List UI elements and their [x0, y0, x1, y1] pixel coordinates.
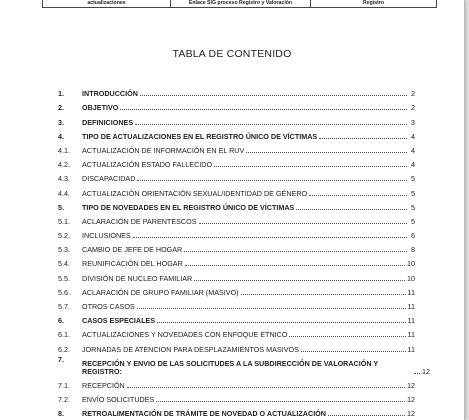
toc-entry-8[interactable] [58, 404, 415, 418]
toc-label: DEFINICIONES [82, 117, 134, 127]
document-header-table [42, 0, 437, 8]
toc-label: ACTUALIZACIÓN ESTADO FALLECIDO [82, 160, 213, 170]
toc-leader [157, 322, 405, 323]
toc-number: 7.1. [58, 380, 70, 390]
header-cell-type: actualizaciones [43, 0, 171, 7]
toc-leader [185, 265, 405, 266]
toc-page: 12 [407, 394, 415, 404]
toc-label: ACLARACIÓN DE GRUPO FAMILIAR (MASIVO) [82, 287, 239, 297]
toc-number: 3. [58, 117, 64, 127]
toc-number: 1. [58, 89, 64, 99]
toc-entry-5-4[interactable] [58, 254, 415, 268]
toc-leader [241, 294, 406, 295]
toc-leader [133, 237, 407, 238]
toc-entry-4[interactable] [58, 127, 415, 141]
toc-number: 4.4. [58, 188, 70, 198]
toc-leader [135, 124, 407, 125]
toc-number: 7. [58, 354, 64, 364]
toc-number: 5.3. [58, 245, 70, 255]
toc-entry-5-5[interactable] [58, 268, 415, 282]
toc-entry-5-3[interactable] [58, 240, 415, 254]
toc-page: 5 [411, 188, 415, 198]
toc-number: 7.2. [58, 394, 70, 404]
toc-page: 5 [411, 216, 415, 226]
toc-number: 4. [58, 131, 64, 141]
toc-entry-4-3[interactable] [58, 169, 415, 183]
toc-number: 5.1. [58, 216, 70, 226]
toc-page: 4 [411, 160, 415, 170]
toc-leader [309, 195, 407, 196]
toc-entry-2[interactable] [58, 98, 415, 112]
toc-label: CAMBIO DE JEFE DE HOGAR [82, 245, 183, 255]
toc-number: 5.6. [58, 287, 70, 297]
toc-page: 10 [407, 273, 415, 283]
toc-label: RECEPCIÓN [82, 380, 125, 390]
toc-page: 12 [422, 366, 430, 376]
toc-leader [319, 138, 407, 139]
toc-entry-7-2[interactable] [58, 390, 415, 404]
toc-label: DISCAPACIDAD [82, 174, 136, 184]
toc-leader [289, 336, 405, 337]
toc-leader [156, 401, 405, 402]
toc-label: ACTUALIZACIONES Y NOVEDADES CON ENFOQUE ETNICO [82, 330, 288, 340]
toc-label: ACTUALIZACIÓN ORIENTACIÓN SEXUAL/IDENTIDAD DE GÉNERO [82, 188, 308, 198]
toc-label: DIVISIÓN DE NUCLEO FAMILIAR [82, 273, 193, 283]
table-of-contents [58, 84, 430, 418]
toc-page: 12 [407, 380, 415, 390]
toc-entry-6[interactable] [58, 311, 415, 325]
toc-page: 4 [411, 131, 415, 141]
toc-label: OBJETIVO [82, 103, 119, 113]
toc-label: ENVÍO SOLICITUDES [82, 394, 155, 404]
toc-leader [137, 180, 407, 181]
toc-page: 2 [411, 103, 415, 113]
toc-number: 5.4. [58, 259, 70, 269]
toc-entry-4-1[interactable] [58, 141, 415, 155]
toc-page: 11 [407, 302, 415, 311]
toc-page: 5 [411, 174, 415, 184]
toc-label: RECEPCIÓN Y ENVIO DE LAS SOLICITUDES A LA SUBDIRECCIÓN DE VALORACIÓN Y REGISTRO: [82, 358, 379, 376]
header-cell-process: Registro [362, 0, 385, 6]
toc-label: JORNADAS DE ATENCION PARA DESPLAZAMIENTOS MASIVOS [82, 344, 299, 354]
toc-page: 11 [407, 316, 415, 326]
toc-number: 8. [58, 408, 64, 418]
toc-leader [414, 373, 420, 374]
toc-page: 12 [407, 408, 415, 418]
toc-entry-6-2[interactable] [58, 339, 415, 353]
toc-label: OTROS CASOS [82, 302, 135, 311]
toc-leader [140, 95, 407, 96]
toc-label: REUNIFICACIÓN DEL HOGAR [82, 259, 183, 269]
toc-label: INCLUSIONES [82, 231, 131, 241]
toc-page: 5 [411, 202, 415, 212]
toc-label: RETROALIMENTACIÓN DE TRÁMITE DE NOVEDAD O ACTUALIZACIÓN [82, 408, 326, 418]
toc-page: 2 [411, 89, 415, 99]
toc-entry-5-2[interactable] [58, 226, 415, 240]
toc-label: ACLARACIÓN DE PARENTESCOS [82, 216, 197, 226]
toc-number: 5.2. [58, 231, 70, 241]
toc-number: 2. [58, 103, 64, 113]
toc-entry-5-7[interactable] [58, 297, 415, 311]
toc-leader [120, 109, 407, 110]
toc-leader [199, 223, 408, 224]
toc-leader [328, 415, 405, 416]
toc-number: 4.2. [58, 160, 70, 170]
toc-entry-4-4[interactable] [58, 183, 415, 197]
toc-leader [246, 152, 407, 153]
toc-entry-5[interactable] [58, 198, 415, 212]
toc-leader [184, 251, 407, 252]
toc-label: ACTUALIZACIÓN DE INFORMACIÓN EN EL RUV [82, 145, 245, 155]
toc-leader [214, 166, 407, 167]
toc-entry-4-2[interactable] [58, 155, 415, 169]
toc-label: TIPO DE ACTUALIZACIONES EN EL REGISTRO ÚNICO DE VÍCTIMAS [82, 131, 318, 141]
toc-leader [127, 387, 405, 388]
toc-number: 4.1. [58, 145, 70, 155]
toc-entry-5-6[interactable] [58, 283, 415, 297]
toc-number: 5.7. [58, 302, 70, 311]
toc-number: 5.5. [58, 273, 70, 283]
toc-page: 11 [407, 287, 415, 297]
toc-leader [137, 308, 406, 309]
toc-page: 6 [411, 231, 415, 241]
toc-page: 4 [411, 145, 415, 155]
toc-number: 4.3. [58, 174, 70, 184]
header-cell-link: Enlace SIG proceso Registro y Valoración [171, 0, 311, 7]
toc-entry-6-1[interactable] [58, 325, 415, 339]
toc-entry-5-1[interactable] [58, 212, 415, 226]
toc-page: 3 [411, 117, 415, 127]
toc-entry-7[interactable] [58, 354, 430, 376]
toc-page: 10 [407, 259, 415, 269]
toc-entry-7-1[interactable] [58, 376, 415, 390]
toc-page: 11 [407, 344, 415, 354]
toc-leader [194, 280, 405, 281]
toc-title: TABLA DE CONTENIDO [172, 48, 292, 60]
toc-label: INTRODUCCIÓN [82, 89, 138, 99]
toc-label: TIPO DE NOVEDADES EN EL REGISTRO ÚNICO DE VÍCTIMAS [82, 202, 295, 212]
toc-label: CASOS ESPECIALES [82, 316, 156, 326]
toc-page: 11 [407, 330, 415, 340]
toc-number: 6. [58, 316, 64, 326]
toc-leader [296, 209, 407, 210]
toc-entry-1[interactable] [58, 84, 415, 98]
toc-number: 6.1. [58, 330, 70, 340]
toc-entry-3[interactable] [58, 112, 415, 126]
toc-page: 8 [411, 245, 415, 255]
toc-number: 6.2. [58, 344, 70, 354]
toc-number: 5. [58, 202, 64, 212]
toc-leader [301, 351, 406, 352]
